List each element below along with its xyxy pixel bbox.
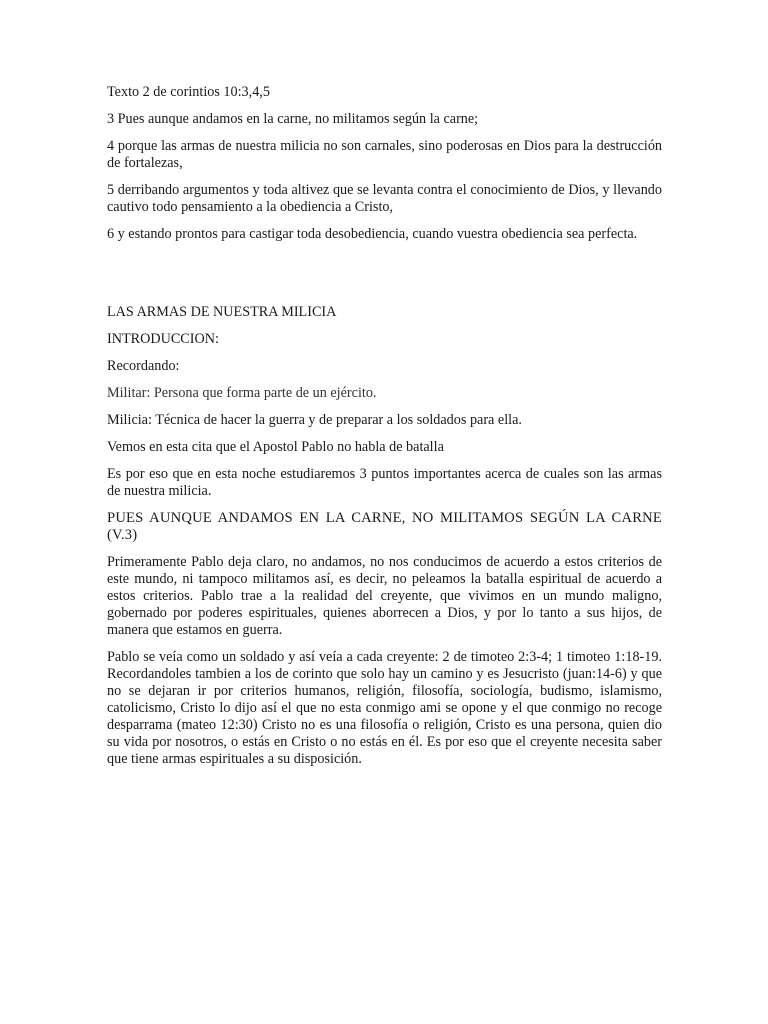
- document-page: [107, 84, 662, 778]
- point-heading: PUES AUNQUE ANDAMOS EN LA CARNE, NO MILITAMOS SEGÚN LA CARNE (V.3): [107, 510, 662, 543]
- verse-5: 5 derribando argumentos y toda altivez que se levanta contra el conocimiento de Dios, y llevando cautivo todo pensamiento a la obediencia a Cristo,: [107, 182, 662, 215]
- recalling-label: Recordando:: [107, 358, 180, 374]
- intro-paragraph: Es por eso que en esta noche estudiaremos 3 puntos importantes acerca de cuales son las armas de nuestra milicia.: [107, 466, 662, 499]
- verse-4: 4 porque las armas de nuestra milicia no son carnales, sino poderosas en Dios para la destrucción de fortalezas,: [107, 138, 662, 171]
- definition-text: : Persona que forma parte de un ejército.: [146, 385, 377, 401]
- section-spacer: [107, 253, 662, 304]
- definition-milicia: [107, 412, 662, 429]
- body-paragraph: Primeramente Pablo deja claro, no andamos, no nos conducimos de acuerdo a estos criterios de este mundo, ni tampoco militamos así, es decir, no peleamos la batalla espiritual de acuerdo a estos criterios. Pablo trae a la realidad del creyente, que vivimos en un mundo maligno, gobernado por poderes espirituales, quienes aborrecen a Dios, y por lo tanto a sus hijos, de manera que estamos en guerra.: [107, 554, 662, 638]
- definition-term: Militar: [107, 385, 147, 401]
- verse-3: 3 Pues aunque andamos en la carne, no militamos según la carne;: [107, 111, 479, 127]
- definition-text: : Técnica de hacer la guerra y de preparar a los soldados para ella.: [147, 412, 522, 428]
- intro-paragraph: Vemos en esta cita que el Apostol Pablo no habla de batalla: [107, 439, 444, 455]
- definition-militar: [107, 385, 662, 402]
- introduction-label: INTRODUCCION:: [107, 331, 219, 347]
- sermon-title: LAS ARMAS DE NUESTRA MILICIA: [107, 304, 337, 320]
- body-paragraph: Pablo se veía como un soldado y así veía a cada creyente: 2 de timoteo 2:3-4; 1 timoteo 1:18-19. Recordandoles tambien a los de corinto que solo hay un camino y es Jesucristo (juan:14-6) y que no se dejaran ir por criterios humanos, religión, filosofía, sociología, budismo, islamismo, catolicismo, Cristo lo dijo así el que no esta conmigo ami se opone y el que conmigo no recoge desparrama (mateo 12:30) Cristo no es una filosofía o religión, Cristo es una persona, quien dio su vida por nosotros, o estás en Cristo o no estás en él. Es por eso que el creyente necesita saber que tiene armas espirituales a su disposición.: [107, 649, 662, 767]
- scripture-reference: Texto 2 de corintios 10:3,4,5: [107, 84, 270, 100]
- verse-6: 6 y estando prontos para castigar toda desobediencia, cuando vuestra obediencia sea perfecta.: [107, 226, 638, 242]
- definition-term: Milicia: [107, 412, 148, 428]
